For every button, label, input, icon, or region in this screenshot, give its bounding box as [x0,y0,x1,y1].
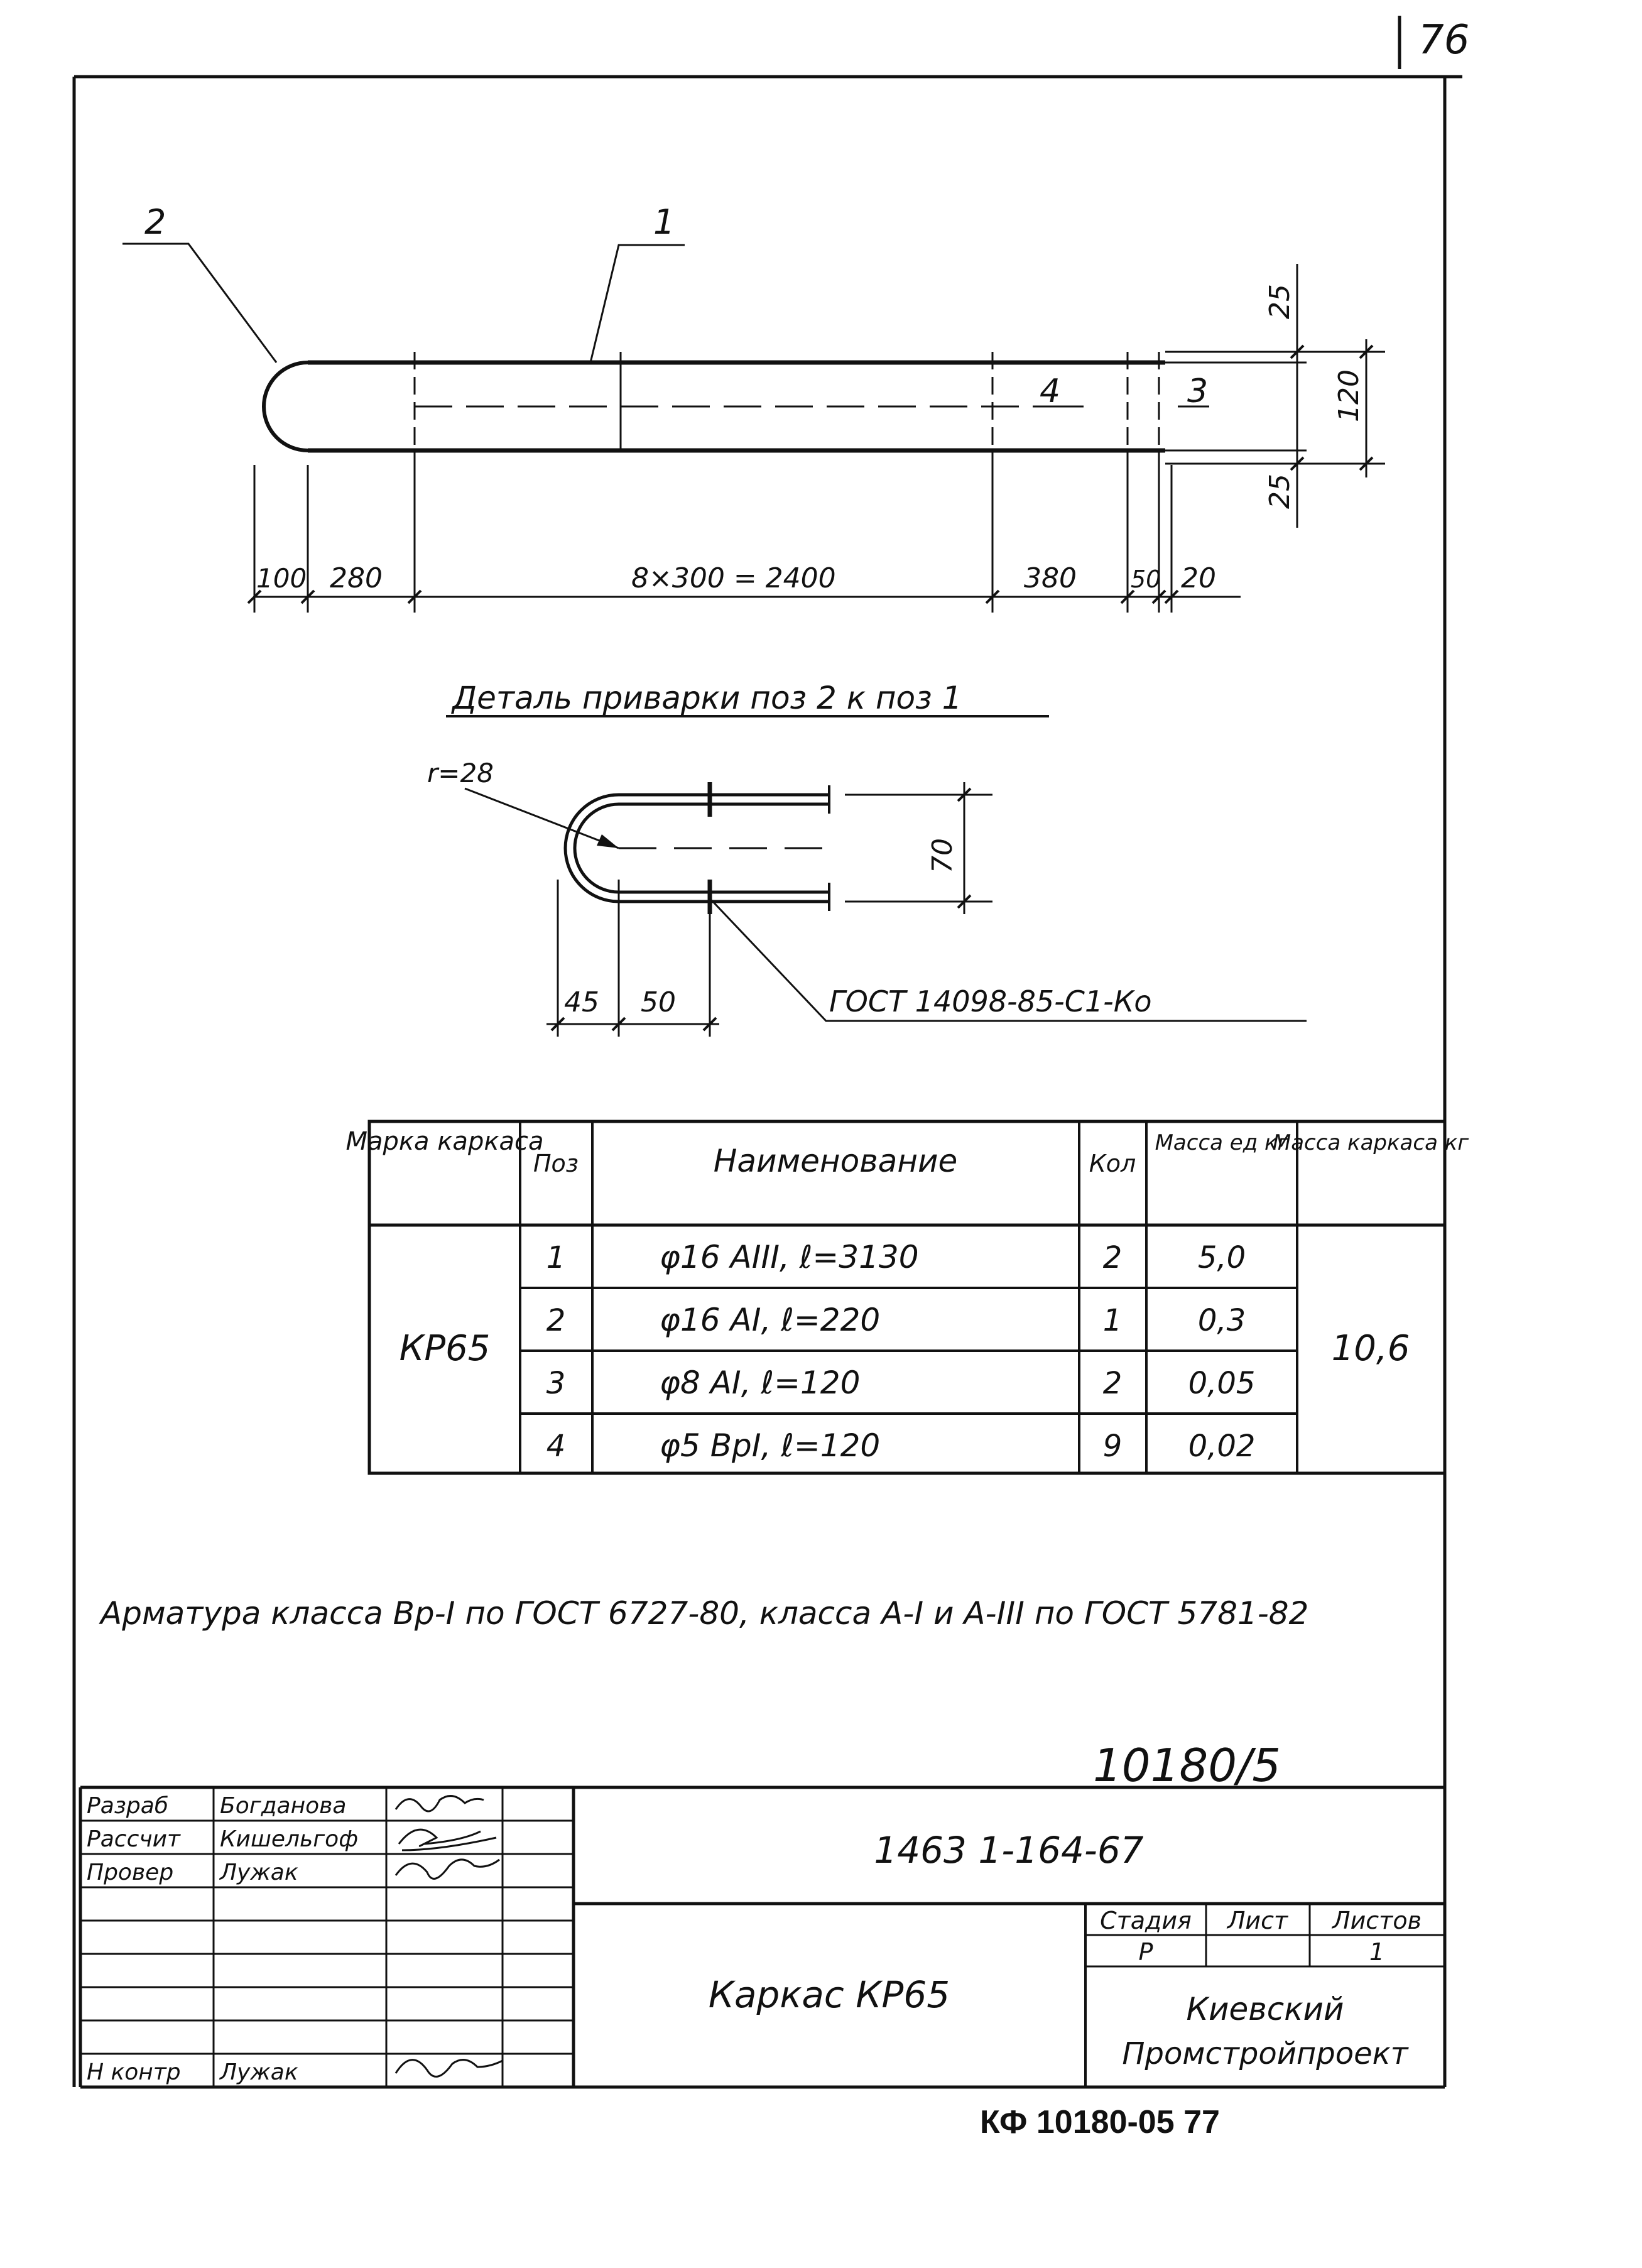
bottom-archive-code: КФ 10180-05 77 [980,2104,1220,2140]
organization-line2: Промстройпроект [1122,2036,1408,2071]
svg-text:0,3: 0,3 [1197,1303,1246,1338]
detail-dim-45: 45 [564,986,599,1018]
dim-bottom-25: 25 [1264,474,1296,509]
dim-20: 20 [1181,562,1216,594]
svg-text:5,0: 5,0 [1197,1240,1246,1275]
dim-100: 100 [256,563,307,594]
pos-label-1: 1 [653,202,675,242]
main-frame-drawing [122,244,1385,613]
weld-note: ГОСТ 14098-85-С1-Ко [829,984,1152,1018]
table-row [546,1365,1256,1401]
table-row [546,1427,1256,1464]
name-norm-control: Лужак [220,2059,298,2085]
page-number: 76 [1418,17,1470,63]
svg-text:φ16 AI, ℓ=220: φ16 AI, ℓ=220 [660,1302,881,1338]
table-row [546,1302,1246,1338]
reinforcement-note: Арматура классa Вр-I по ГОСТ 6727-80, класса А-I и А-III по ГОСТ 5781-82 [101,1595,1309,1632]
stage-label: Стадия [1100,1907,1192,1934]
svg-text:φ8 AI, ℓ=120: φ8 AI, ℓ=120 [660,1365,861,1401]
svg-text:2: 2 [1102,1240,1123,1275]
drawing-title: Каркас КР65 [708,1973,950,2016]
pos-label-2: 2 [144,202,166,242]
pos-label-4: 4 [1040,373,1061,410]
dim-380: 380 [1024,562,1077,594]
detail-dim-50: 50 [641,986,676,1018]
svg-text:0,05: 0,05 [1188,1366,1256,1401]
frame-mark: КР65 [399,1328,491,1369]
name-calculator: Кишельгоф [220,1826,358,1852]
header-mark: Марка каркаса [345,1127,544,1156]
svg-text:0,02: 0,02 [1188,1429,1256,1464]
name-checker: Лужак [220,1860,298,1885]
svg-text:3: 3 [546,1366,566,1401]
svg-text:1: 1 [546,1240,566,1275]
table-row [546,1239,1246,1275]
detail-radius: r=28 [427,758,494,788]
header-name: Наименование [713,1143,958,1179]
frame-mass: 10,6 [1331,1328,1410,1369]
svg-text:1: 1 [1102,1303,1123,1338]
pos-label-3: 3 [1187,373,1209,410]
detail-dim-70: 70 [927,838,959,873]
svg-text:4: 4 [546,1429,566,1464]
document-code: 1463 1-164-67 [874,1829,1144,1872]
role-developer: Разраб [87,1793,169,1819]
svg-text:2: 2 [546,1303,566,1338]
organization-line1: Киевский [1186,1991,1344,2027]
role-norm-control: Н контр [87,2059,181,2085]
header-pos: Поз [533,1150,579,1177]
dim-8x300: 8×300 = 2400 [631,562,836,594]
stage-value: Р [1138,1938,1153,1966]
dim-top-25: 25 [1264,284,1296,319]
role-calculator: Рассчит [87,1826,180,1852]
header-unit-mass: Масса ед кг [1155,1130,1289,1155]
detail-title: Деталь приварки поз 2 к поз 1 [452,680,962,716]
signatures [396,1796,503,2077]
name-developer: Богданова [220,1793,347,1819]
header-frame-mass: Масса каркаса кг [1272,1130,1469,1155]
sheets-value: 1 [1369,1938,1385,1966]
svg-text:2: 2 [1102,1366,1123,1401]
svg-text:9: 9 [1102,1429,1123,1464]
sheet-label: Лист [1227,1907,1288,1934]
svg-text:φ5 BpI, ℓ=120: φ5 BpI, ℓ=120 [660,1427,881,1464]
svg-text:φ16 AIII, ℓ=3130: φ16 AIII, ℓ=3130 [660,1239,919,1275]
header-qty: Кол [1089,1150,1136,1177]
role-checker: Провер [87,1860,174,1885]
dim-50: 50 [1131,565,1161,593]
stamp-number: 10180/5 [1093,1739,1281,1792]
dim-280: 280 [330,562,383,594]
dim-height-120: 120 [1333,369,1365,422]
sheets-label: Листов [1332,1907,1422,1934]
